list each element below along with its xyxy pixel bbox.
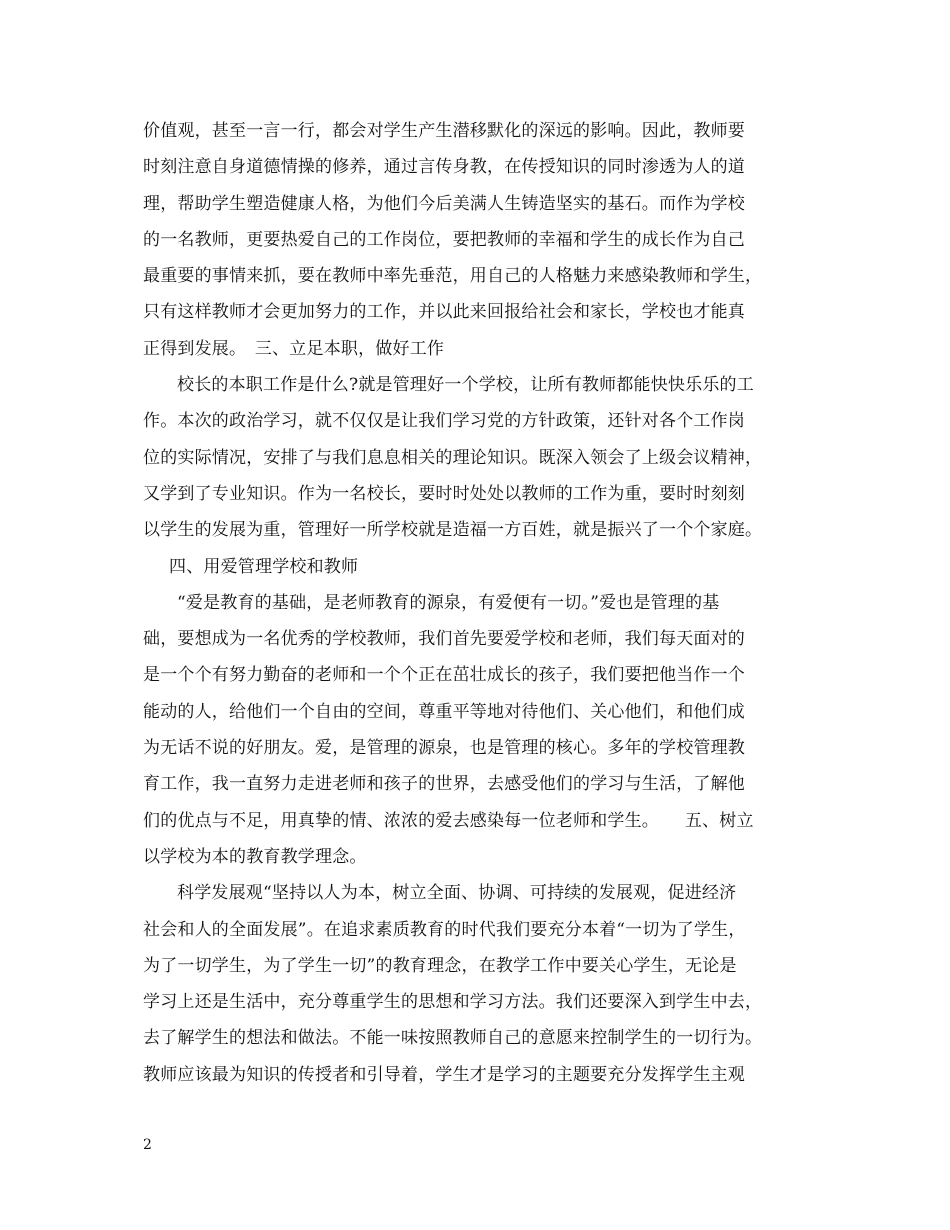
text-line: 学习上还是生活中，充分尊重学生的思想和学习方法。我们还要深入到学生中去， [143,992,763,1013]
text-line: 社会和人的全面发展”。在追求素质教育的时代我们要充分本着“一切为了学生， [143,919,746,940]
body-text [143,113,833,1093]
text-line: 科学发展观“坚持以人为本，树立全面、协调、可持续的发展观，促进经济 [177,883,737,904]
text-line: 理，帮助学生塑造健康人格，为他们今后美满人生铸造坚实的基石。而作为学校 [143,193,745,214]
text-line: “爱是教育的基础，是老师教育的源泉，有爱便有一切。”爱也是管理的基 [177,592,720,613]
text-line: 时刻注意自身道德情操的修养，通过言传身教，在传授知识的同时渗透为人的道 [143,157,745,178]
text-line: 作。本次的政治学习，就不仅仅是让我们学习党的方针政策，还针对各个工作岗 [143,411,745,432]
page-number: 2 [143,1137,152,1153]
text-line: 育工作，我一直努力走进老师和孩子的世界，去感受他们的学习与生活，了解他 [143,774,745,795]
text-line: 的一名教师，更要热爱自己的工作岗位，要把教师的幸福和学生的成长作为自己 [143,229,745,250]
text-line: 以学校为本的教育教学理念。 [143,846,367,867]
text-line: 教师应该最为知识的传授者和引导着，学生才是学习的主题要充分发挥学生主观 [143,1064,745,1085]
text-line: 只有这样教师才会更加努力的工作，并以此来回报给社会和家长，学校也才能真 [143,302,745,323]
text-line: 最重要的事情来抓，要在教师中率先垂范，用自己的人格魅力来感染教师和学生， [143,266,763,287]
text-line-section-heading: 正得到发展。 三、立足本职，做好工作 [143,338,445,359]
text-line: 去了解学生的想法和做法。不能一味按照教师自己的意愿来控制学生的一切行为。 [143,1028,763,1049]
text-line: 是一个个有努力勤奋的老师和一个个正在茁壮成长的孩子，我们要把他当作一个 [143,665,745,686]
text-line: 位的实际情况，安排了与我们息息相关的理论知识。既深入领会了上级会议精神， [143,447,763,468]
text-line: 价值观，甚至一言一行，都会对学生产生潜移默化的深远的影响。因此，教师要 [143,121,745,141]
text-line: 为无话不说的好朋友。爱，是管理的源泉，也是管理的核心。多年的学校管理教 [143,738,745,759]
text-line: 础，要想成为一名优秀的学校教师，我们首先要爱学校和老师，我们每天面对的 [143,629,745,650]
text-line: 为了一切学生，为了学生一切”的教育理念，在教学工作中要关心学生，无论是 [143,955,737,976]
section-heading: 四、用爱管理学校和教师 [169,556,359,577]
text-line: 能动的人，给他们一个自由的空间，尊重平等地对待他们、关心他们，和他们成 [143,701,745,722]
text-line: 以学生的发展为重，管理好一所学校就是造福一方百姓，就是振兴了一个个家庭。 [143,520,763,541]
text-line: 又学到了专业知识。作为一名校长，要时时处处以教师的工作为重，要时时刻刻 [143,483,745,504]
text-line: 校长的本职工作是什么?就是管理好一个学校，让所有教师都能快快乐乐的工 [177,375,754,396]
text-line-section-heading: 们的优点与不足，用真挚的情、浓浓的爱去感染每一位老师和学生。 五、树立 [143,810,754,831]
